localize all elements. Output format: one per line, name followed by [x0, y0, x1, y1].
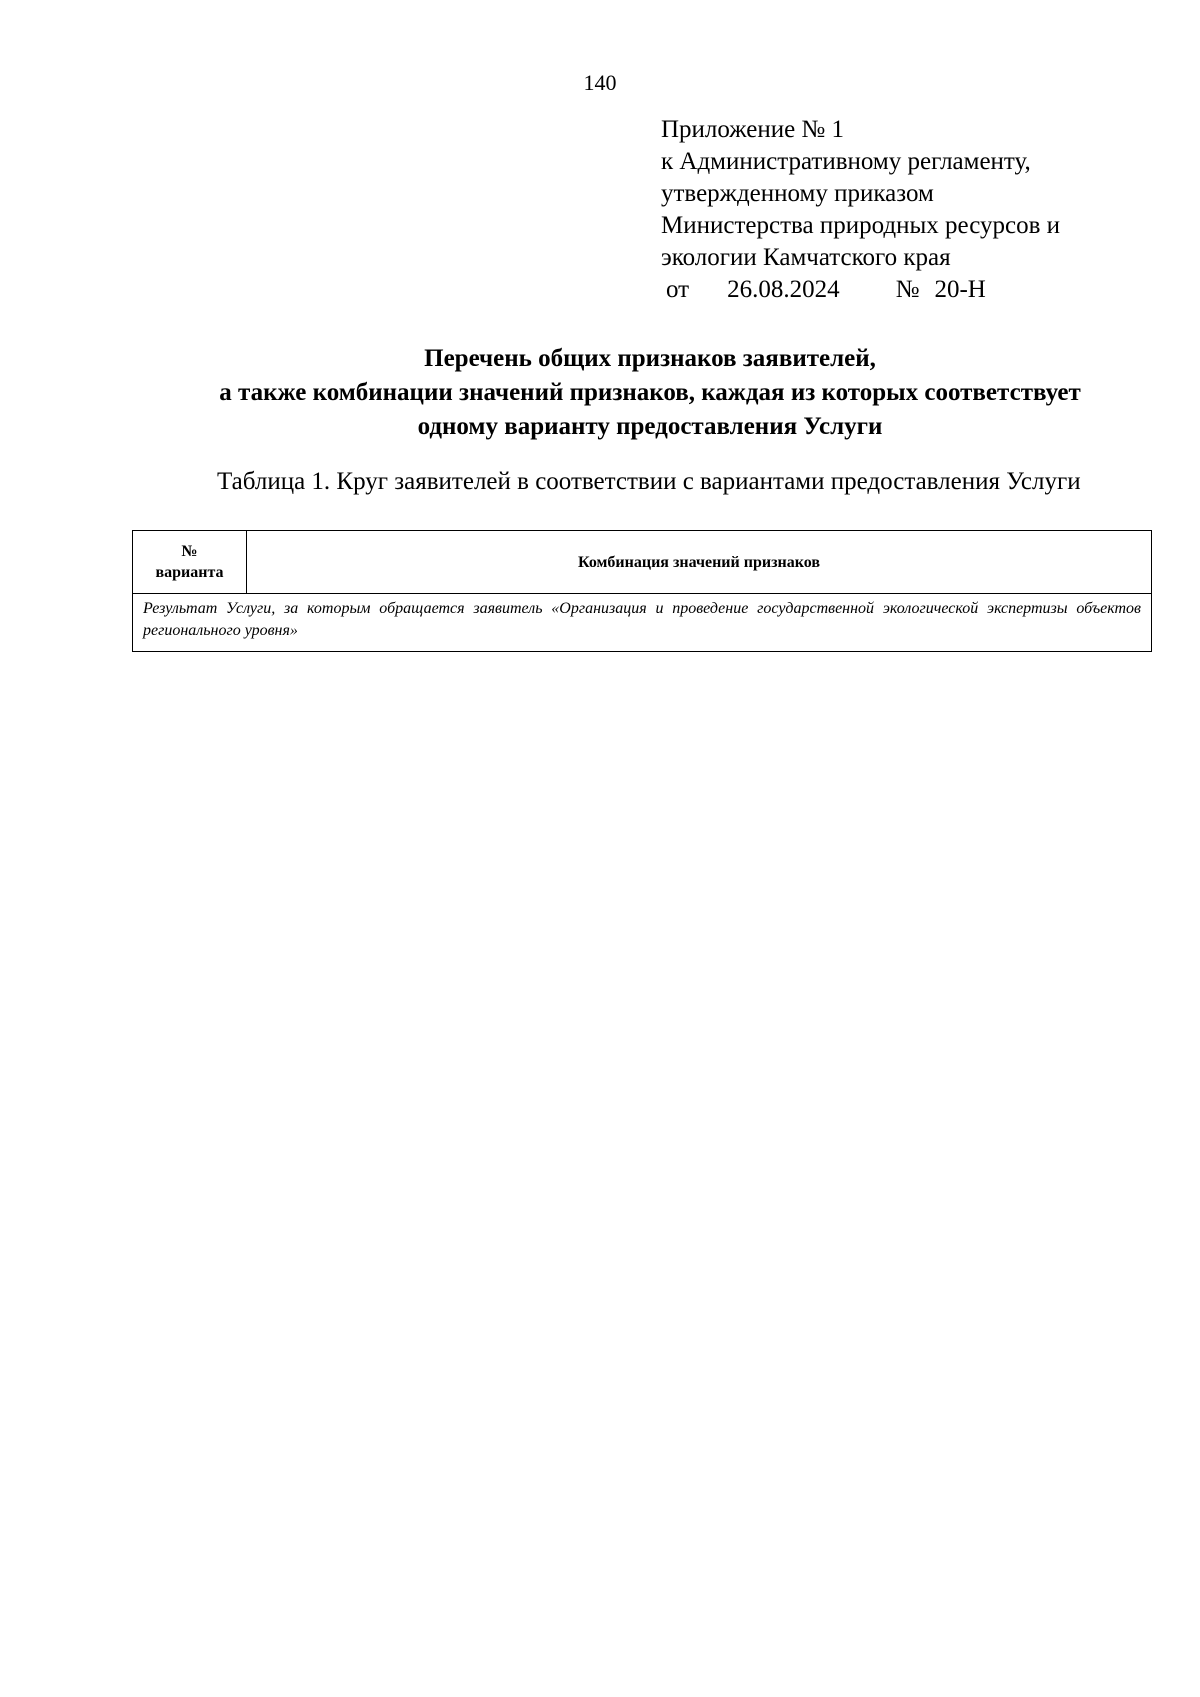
title-line: одному варианту предоставления Услуги	[417, 413, 883, 440]
document-title	[120, 342, 1180, 444]
order-number: 20-Н	[934, 276, 986, 303]
order-details	[666, 274, 1181, 306]
table-caption: Таблица 1. Круг заявителей в соответствии с вариантами предоставления Услуги	[217, 468, 1081, 495]
appendix-line: к Административному регламенту,	[661, 148, 1031, 175]
variant-number-header-line1: №	[181, 543, 198, 560]
appendix-block	[661, 114, 1181, 306]
appendix-line: экологии Камчатского края	[661, 244, 951, 271]
order-number-label: №	[895, 276, 920, 303]
appendix-line: Приложение № 1	[661, 116, 845, 143]
order-date: 26.08.2024	[727, 276, 840, 303]
title-line: а также комбинации значений признаков, каждая из которых соответствует	[219, 379, 1081, 406]
combination-header: Комбинация значений признаков	[247, 531, 1152, 594]
page-number: 140	[583, 70, 617, 95]
order-from-label: от	[666, 276, 690, 303]
variant-number-header-line2: варианта	[155, 564, 224, 581]
variant-number-header	[133, 531, 247, 594]
table-row	[133, 594, 1152, 652]
table-header-row	[133, 531, 1152, 594]
appendix-line: Министерства природных ресурсов и	[661, 212, 1061, 239]
appendix-line: утвержденному приказом	[661, 180, 934, 207]
service-result-row: Результат Услуги, за которым обращается заявитель «Организация и проведение государственной экологической экспертизы объектов регионального уровня»	[133, 594, 1152, 652]
title-line: Перечень общих признаков заявителей,	[424, 345, 876, 372]
criteria-table	[132, 530, 1152, 652]
